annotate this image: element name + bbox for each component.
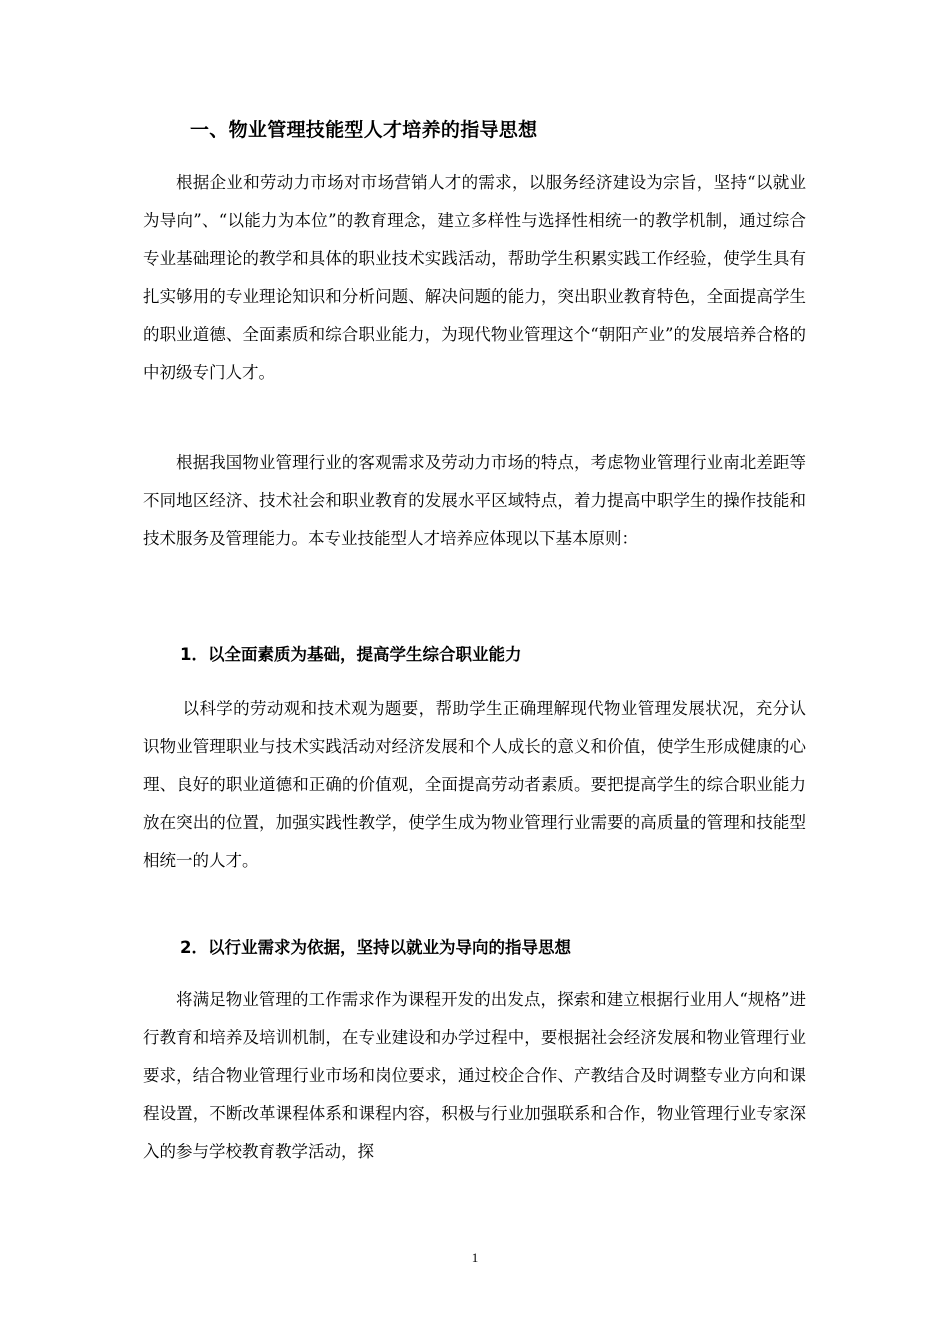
section-heading: 一、物业管理技能型人才培养的指导思想 <box>190 119 538 141</box>
body-paragraph-2: 根据我国物业管理行业的客观需求及劳动力市场的特点，考虑物业管理行业南北差距等不同地区经济、技术社会和职业教育的发展水平区域特点，着力提高中职学生的操作技能和技术服务及管理能力。本专业技能型人才培养应体现以下基本原则： <box>143 453 806 548</box>
page-number: 1 <box>471 1250 479 1265</box>
subsection-title-2: 2．以行业需求为依据，坚持以就业为导向的指导思想 <box>180 938 571 957</box>
subsection-paragraph-2: 将满足物业管理的工作需求作为课程开发的出发点，探索和建立根据行业用人“规格”进行教育和培养及培训机制，在专业建设和办学过程中，要根据社会经济发展和物业管理行业要求，结合物业管理行业市场和岗位要求，通过校企合作、产教结合及时调整专业方向和课程设置，不断改革课程体系和课程内容，积极与行业加强联系和合作，物业管理行业专家深入的参与学校教育教学活动，探 <box>143 990 806 1161</box>
subsection-paragraph-1: 以科学的劳动观和技术观为题要，帮助学生正确理解现代物业管理发展状况，充分认识物业管理职业与技术实践活动对经济发展和个人成长的意义和价值，使学生形成健康的心理、良好的职业道德和正确的价值观，全面提高劳动者素质。要把提高学生的综合职业能力放在突出的位置，加强实践性教学，使学生成为物业管理行业需要的高质量的管理和技能型相统一的人才。 <box>143 699 806 870</box>
body-paragraph-1: 根据企业和劳动力市场对市场营销人才的需求，以服务经济建设为宗旨，坚持“以就业为导向”、“以能力为本位”的教育理念，建立多样性与选择性相统一的教学机制，通过综合专业基础理论的教学和具体的职业技术实践活动，帮助学生积累实践工作经验，使学生具有扎实够用的专业理论知识和分析问题、解决问题的能力，突出职业教育特色，全面提高学生的职业道德、全面素质和综合职业能力，为现代物业管理这个“朝阳产业”的发展培养合格的中初级专门人才。 <box>143 173 806 382</box>
subsection-title-1: 1．以全面素质为基础，提高学生综合职业能力 <box>180 645 522 664</box>
